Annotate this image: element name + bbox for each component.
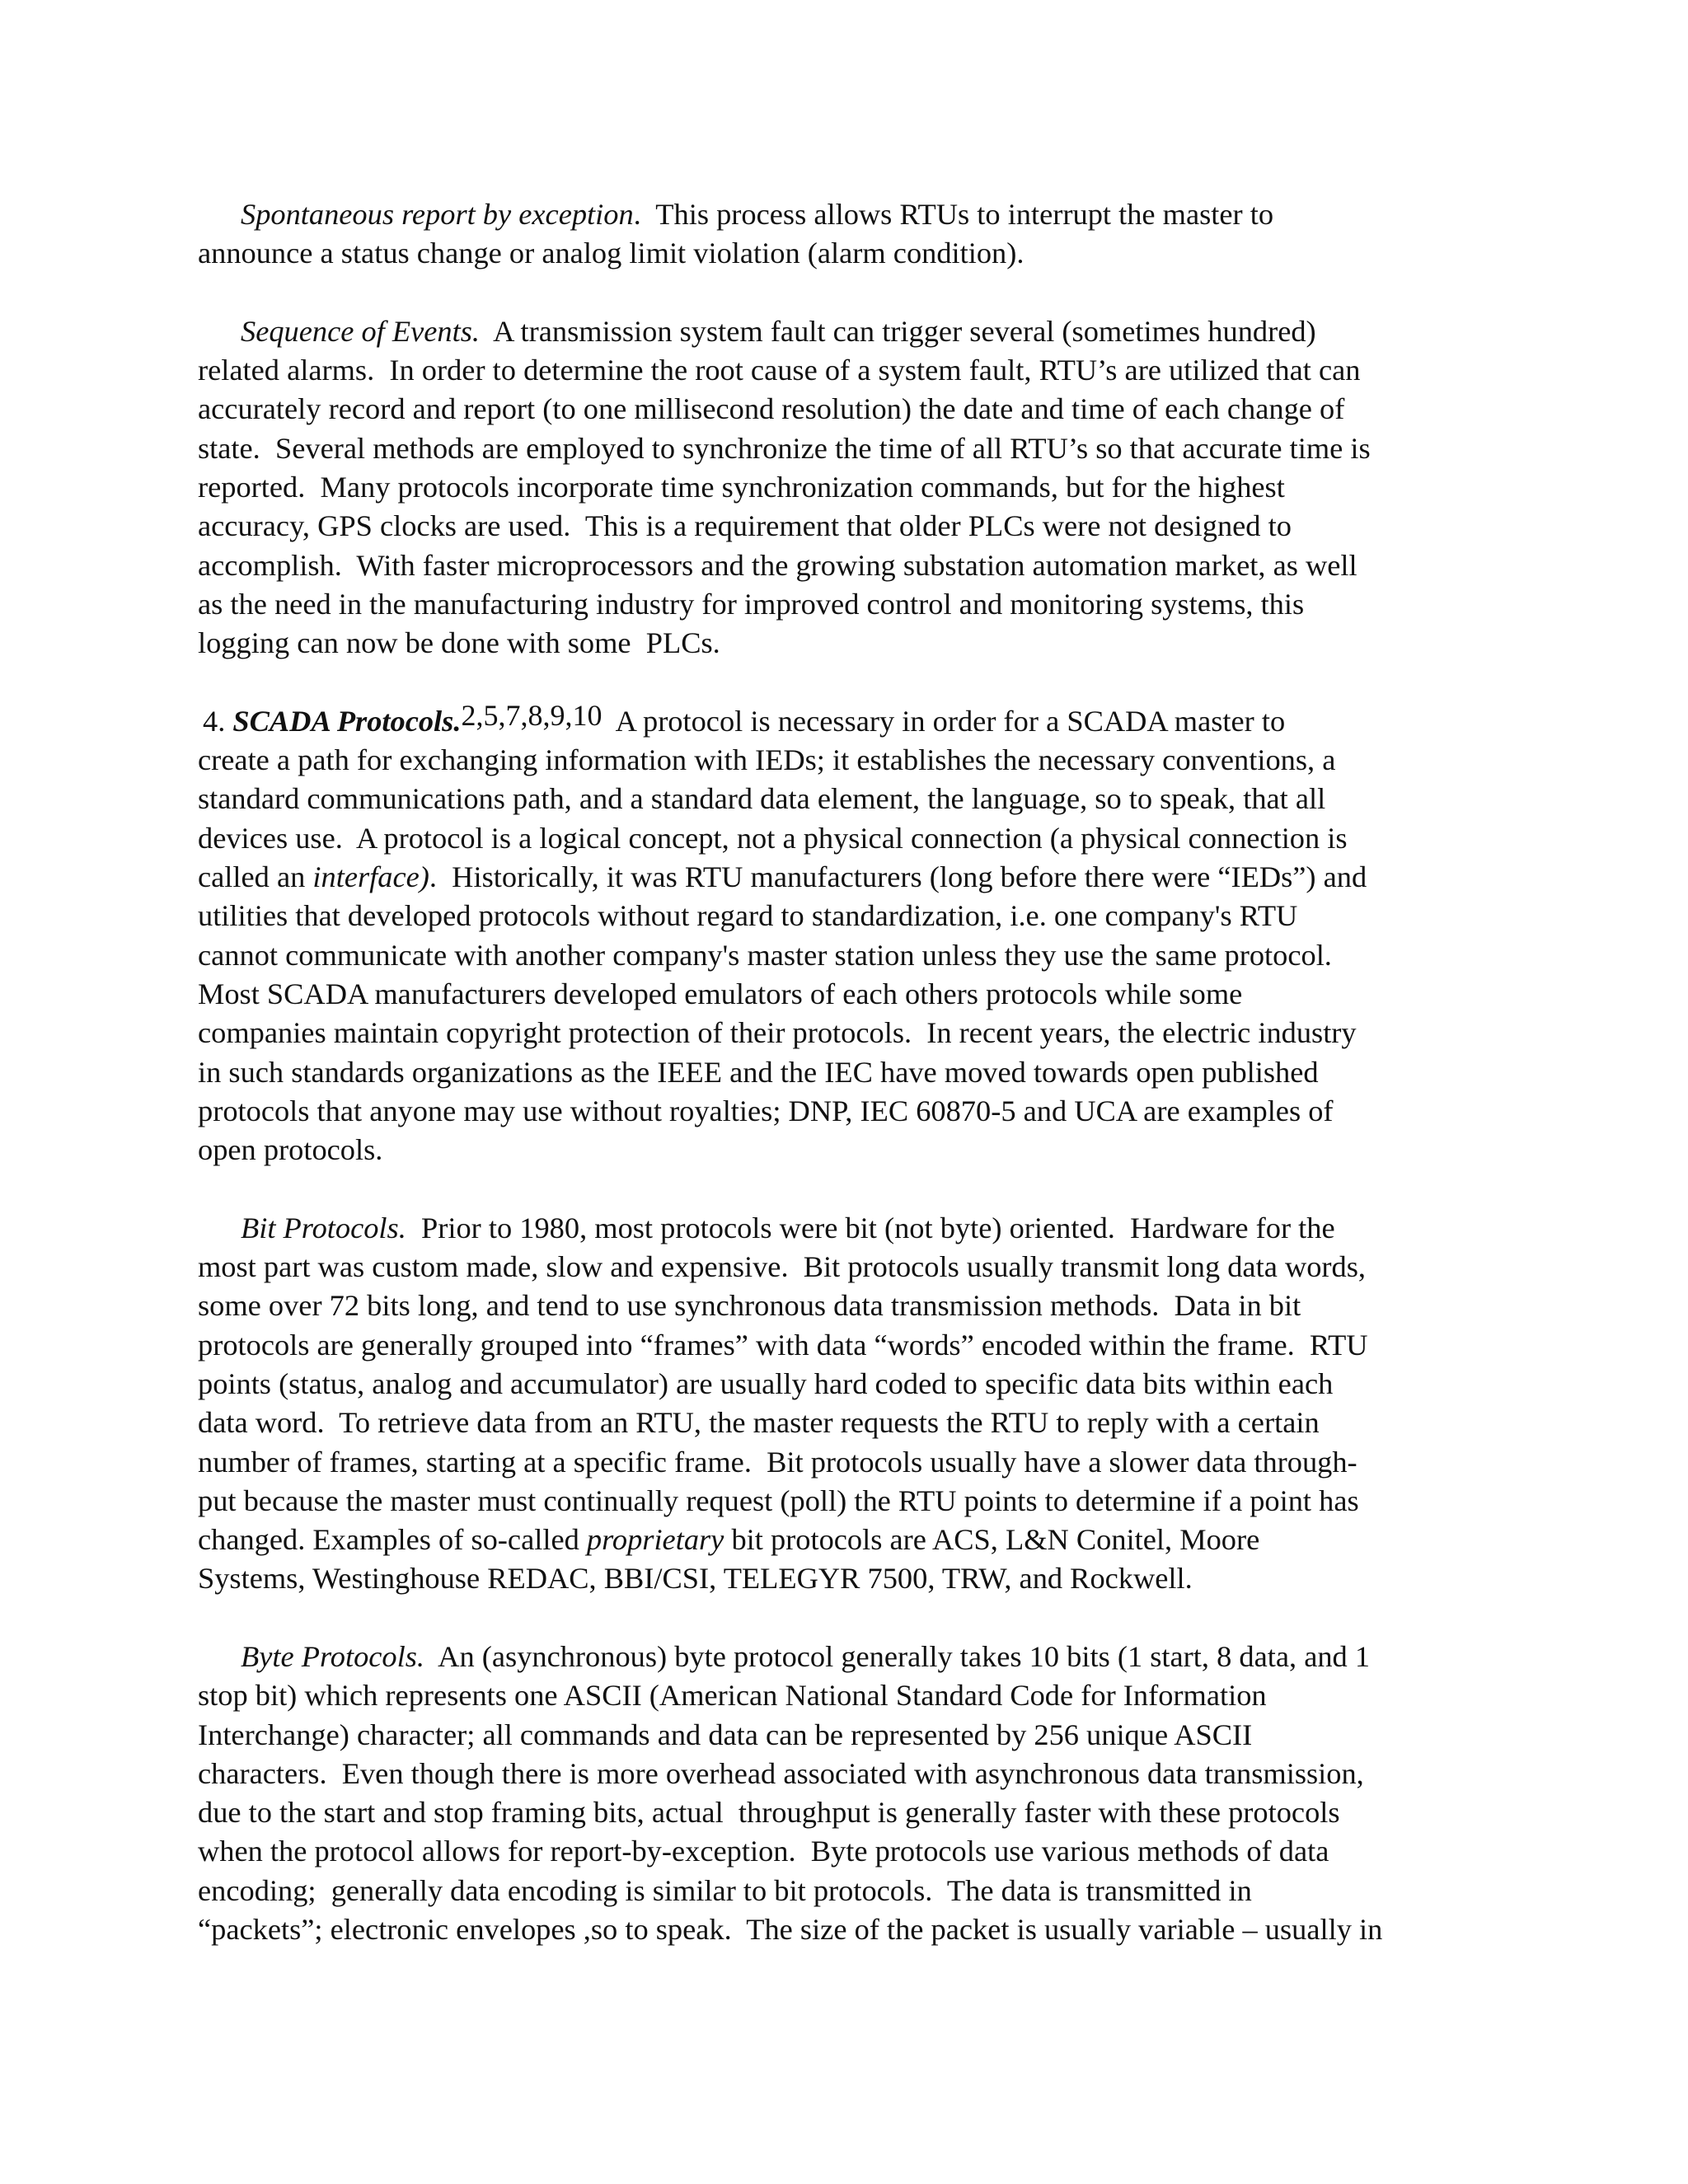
italic-heading: Bit Protocols. [241, 1211, 406, 1244]
text-run: . Historically, it was RTU manufacturers (long before there were “IEDs”) and [429, 860, 1367, 894]
paragraph-spontaneous-report [198, 195, 1492, 274]
paragraph-byte-protocols [198, 1638, 1492, 1949]
text-line: encoding; generally data encoding is similar to bit protocols. The data is transmitted in [198, 1873, 1252, 1907]
text-line: standard communications path, and a standard data element, the language, so to speak, that all [198, 782, 1326, 816]
text-run: . This process allows RTUs to interrupt the master to [633, 198, 1274, 231]
text-line [198, 1209, 1492, 1248]
italic-heading: Byte Protocols. [241, 1639, 424, 1673]
text-line [198, 698, 1492, 741]
text-line [198, 1638, 1492, 1676]
text-line: utilities that developed protocols without regard to standardization, i.e. one company's RTU [198, 899, 1298, 933]
text-line [198, 195, 1492, 234]
text-line: some over 72 bits long, and tend to use synchronous data transmission methods. Data in bit [198, 1289, 1301, 1323]
text-line: Most SCADA manufacturers developed emulators of each others protocols while some [198, 977, 1243, 1010]
text-line: Interchange) character; all commands and data can be represented by 256 unique ASCII [198, 1718, 1253, 1751]
text-line: in such standards organizations as the IEEE and the IEC have moved towards open published [198, 1055, 1319, 1089]
text-line: as the need in the manufacturing industry for improved control and monitoring systems, this [198, 587, 1305, 621]
text-line: data word. To retrieve data from an RTU, the master requests the RTU to reply with a certain [198, 1406, 1320, 1440]
text-line [198, 312, 1492, 351]
text-line: protocols that anyone may use without royalties; DNP, IEC 60870-5 and UCA are examples of [198, 1094, 1334, 1127]
text-line: create a path for exchanging information with IEDs; it establishes the necessary conventions, a [198, 743, 1336, 777]
italic-term: proprietary [586, 1523, 724, 1557]
text-line: when the protocol allows for report-by-exception. Byte protocols use various methods of data [198, 1835, 1329, 1868]
text-run: A protocol is necessary in order for a SCADA master to [602, 704, 1286, 738]
text-line: companies maintain copyright protection of their protocols. In recent years, the electric industry [198, 1016, 1357, 1050]
text-line: accurately record and report (to one millisecond resolution) the date and time of each change of [198, 392, 1345, 426]
paragraph-sequence-of-events [198, 312, 1492, 663]
text-run: announce a status change or analog limit violation (alarm condition). [198, 237, 1025, 270]
text-run: bit protocols are ACS, L&N Conitel, Moore [724, 1523, 1260, 1557]
italic-heading: Spontaneous report by exception [241, 198, 634, 231]
text-line: Systems, Westinghouse REDAC, BBI/CSI, TELEGYR 7500, TRW, and Rockwell. [198, 1562, 1193, 1596]
text-line: number of frames, starting at a specific frame. Bit protocols usually have a slower data through- [198, 1445, 1357, 1479]
text-line: “packets”; electronic envelopes ,so to speak. The size of the packet is usually variable – usually in [198, 1913, 1383, 1947]
text-line: reported. Many protocols incorporate time synchronization commands, but for the highest [198, 471, 1285, 504]
text-line: logging can now be done with some PLCs. [198, 626, 720, 660]
text-run: changed. Examples of so-called [198, 1523, 587, 1557]
document-body [198, 195, 1492, 1989]
text-line: most part was custom made, slow and expensive. Bit protocols usually transmit long data words, [198, 1250, 1366, 1284]
text-run: Prior to 1980, most protocols were bit (not byte) oriented. Hardware for the [406, 1211, 1335, 1244]
reference-superscript: 2,5,7,8,9,10 [461, 698, 603, 732]
text-line: points (status, analog and accumulator) are usually hard coded to specific data bits within each [198, 1366, 1334, 1400]
text-line: devices use. A protocol is a logical concept, not a physical connection (a physical connection is [198, 821, 1348, 855]
section-number: 4. [203, 704, 233, 738]
text-line: put because the master must continually request (poll) the RTU points to determine if a point has [198, 1483, 1359, 1517]
text-line: related alarms. In order to determine the root cause of a system fault, RTU’s are utilized that can [198, 354, 1361, 387]
text-line: open protocols. [198, 1133, 383, 1167]
text-run: An (asynchronous) byte protocol generally takes 10 bits (1 start, 8 data, and 1 [424, 1639, 1371, 1673]
text-run: A transmission system fault can trigger several (sometimes hundred) [480, 314, 1316, 348]
text-line: accuracy, GPS clocks are used. This is a requirement that older PLCs were not designed to [198, 509, 1292, 543]
paragraph-scada-protocols [198, 698, 1492, 1170]
text-line: cannot communicate with another company's master station unless they use the same protocol. [198, 938, 1332, 972]
text-run: called an [198, 860, 313, 894]
text-line [198, 858, 1492, 897]
paragraph-bit-protocols [198, 1209, 1492, 1599]
italic-heading: Sequence of Events. [241, 314, 480, 348]
italic-term: interface) [312, 860, 429, 894]
text-line: due to the start and stop framing bits, actual throughput is generally faster with these protocols [198, 1796, 1340, 1830]
text-line: characters. Even though there is more overhead associated with asynchronous data transmission, [198, 1756, 1364, 1790]
section-heading: SCADA Protocols. [232, 704, 462, 738]
text-line: accomplish. With faster microprocessors and the growing substation automation market, as well [198, 548, 1357, 582]
text-line: stop bit) which represents one ASCII (American National Standard Code for Information [198, 1679, 1267, 1713]
text-line [198, 1521, 1492, 1559]
text-line [198, 234, 1492, 273]
text-line: protocols are generally grouped into “frames” with data “words” encoded within the frame. RTU [198, 1328, 1368, 1361]
text-line: state. Several methods are employed to synchronize the time of all RTU’s so that accurate time is [198, 431, 1371, 465]
